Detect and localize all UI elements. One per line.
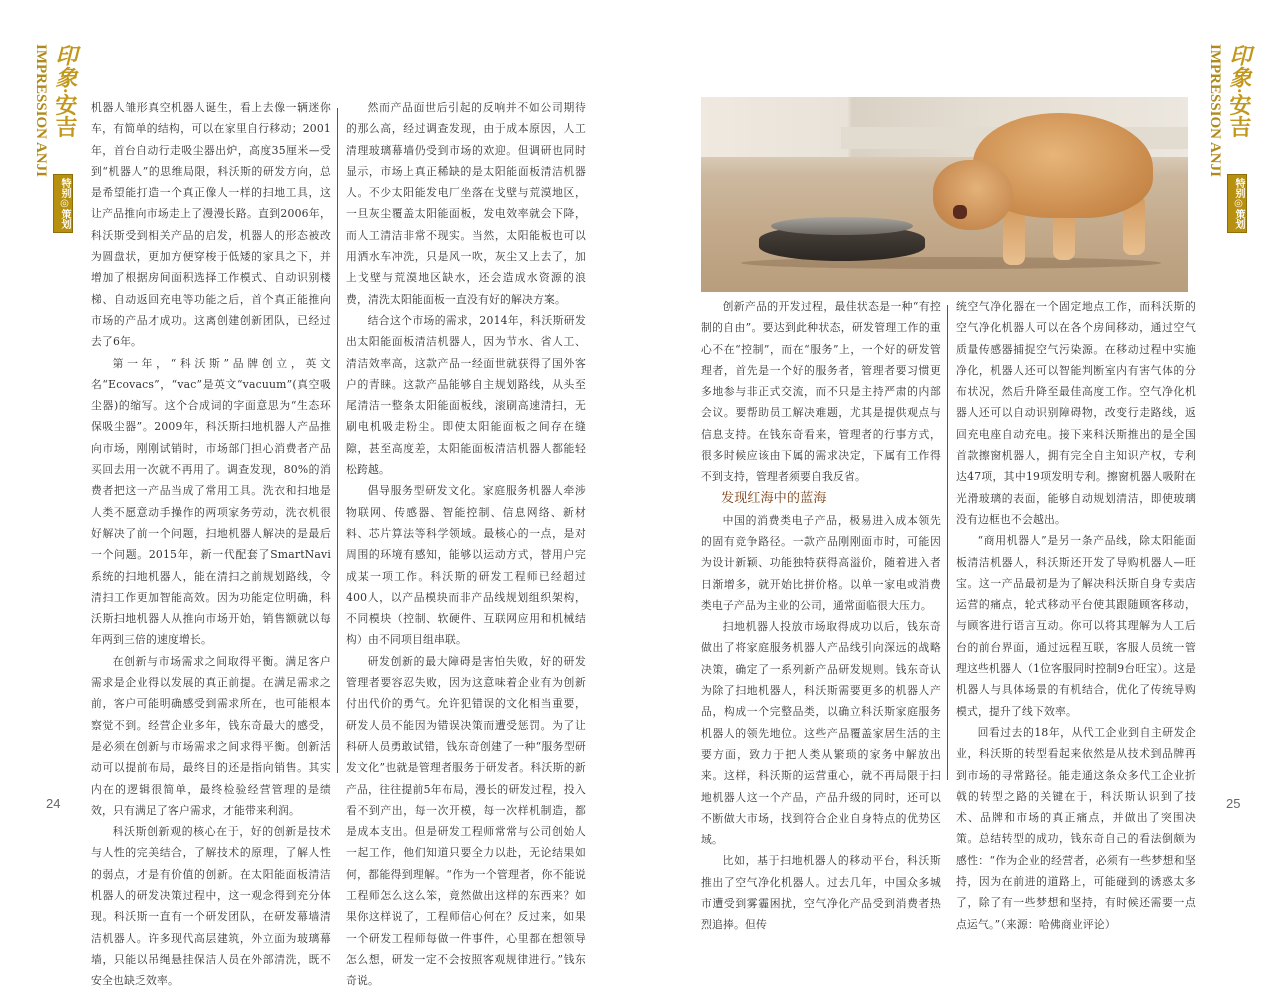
paragraph: 扫地机器人投放市场取得成功以后，钱东奇做出了将家庭服务机器人产品线引向深远的战略决策，确定了一系列新产品研发规则。钱东奇认为除了扫地机器人，科沃斯需要更多的机器人产品，构成一个完整品类，以确立科沃斯家庭服务机器人的领先地位。这些产品覆盖家居生活的主要方面，致力于把人类从繁琐的家务中解放出来。这样，科沃斯的运营重心，就不再局限于扫地机器人这一个产品，产品升级的同时，还可以不断做大市场，找到符合企业自身特点的优势区域。: [701, 620, 941, 847]
paragraph: 在创新与市场需求之间取得平衡。满足客户需求是企业得以发展的真正前提。在满足需求之前，客户可能明确感受到需求所在，也可能根本察觉不到。经营企业多年，钱东奇最大的感受，是必须在创新与市场需求之间求得平衡。创新活动可以提前布局，最终目的还是指向销售。其实内在的逻辑很简单，最终检验经营管理的是绩效，只有满足了客户需求，才能带来利润。: [91, 654, 331, 817]
masthead-name: 安吉: [1226, 93, 1252, 138]
column-divider: [947, 305, 948, 780]
paragraph: 回看过去的18年，从代工企业到自主研发企业，科沃斯的转型看起来依然是从技术到品牌再到市场的寻常路径。能走通这条众多代工企业折戟的转型之路的关键在于，科沃斯认识到了技术、品牌和市场的真正痛点，并做出了突围决策。总结转型的成功，钱东奇自己的看法倒颇为感性：“作为企业的经营者，必须有一些梦想和坚持，因为在前进的道路上，可能碰到的诱惑太多了，除了有一些梦想和坚持，有时候还需要一点点运气。”（来源：哈佛商业评论）: [956, 725, 1196, 931]
paragraph: 机器人雏形真空机器人诞生，看上去像一辆迷你车，有简单的结构，可以在家里自行移动；2001年，首台自动行走吸尘器出炉，高度35厘米—受到“机器人”的思维局限，科沃斯的研发方向，总是希望能打造一个真正像人一样的扫地工具，这让产品推向市场走上了漫漫长路。直到2006年，科沃斯受到相关产品的启发，机器人的形态被改为圆盘状，更加方便穿梭于低矮的家具之下，并增加了根据房间面积选择工作模式、自动识别楼梯、自动返回充电等功能之后，首个真正能推向市场的产品才成功。这离创建创新团队，已经过去了6年。: [91, 101, 331, 349]
paragraph: 科沃斯创新观的核心在于，好的创新是技术与人性的完美结合，了解技术的原理，了解人性的弱点，才是有价值的创新。在太阳能面板清洁机器人的研发决策过程中，这一观念得到充分体现。科沃斯一直有一个研发团队，在研发幕墙清洁机器人。许多现代高层建筑，外立面为玻璃幕墙，只能以吊绳悬挂保洁人员在外部清洗，既不安全也缺乏效率。: [91, 825, 331, 988]
masthead-dot: ·: [1230, 88, 1249, 94]
article-column-3: [701, 296, 941, 936]
special-feature-tag: 特别◎策划: [1227, 174, 1247, 233]
article-column-2: [346, 97, 586, 991]
masthead-chinese: [1224, 44, 1255, 138]
masthead-english: IMPRESSION ANJI: [33, 44, 49, 177]
puppy-robot-vacuum-photo: [701, 97, 1188, 292]
paragraph: 统空气净化器在一个固定地点工作，而科沃斯的空气净化机器人可以在各个房间移动，通过空气质量传感器捕捉空气污染源。在移动过程中实施净化，机器人还可以智能判断室内有害气体的分布状况，然后升降至最佳高度工作。空气净化机器人还可以自动识别障碍物，改变行走路线，返回充电座自动充电。接下来科沃斯推出的是全国首款擦窗机器人，拥有完全自主知识产权，专利达47项，其中19项发明专利。擦窗机器人吸附在光滑玻璃的表面，能够自动规划清洁，即使玻璃没有边框也不会越出。: [956, 300, 1196, 526]
paragraph: 结合这个市场的需求，2014年，科沃斯研发出太阳能面板清洁机器人，因为节水、省人工、清洁效率高，这款产品一经面世就获得了国外客户的青睐。这款产品能够自主规划路线，从头至尾清洁一整条太阳能面板线，滚刷高速清扫，无刷电机吸走粉尘。即使太阳能面板之间存在缝隙，甚至高度差，太阳能面板清洁机器人都能轻松跨越。: [346, 313, 586, 477]
masthead-left: [30, 44, 80, 244]
special-feature-tag: 特别◎策划: [53, 174, 73, 233]
paragraph: “商用机器人”是另一条产品线，除太阳能面板清洁机器人，科沃斯还开发了导购机器人—旺宝。这一产品最初是为了解决科沃斯自身专卖店运营的痛点，轮式移动平台使其跟随顾客移动，与顾客进行语言互动。你可以将其理解为人工后台的前台界面，通过远程互联，客服人员统一管理这些机器人（1位客服同时控制9台旺宝）。这是机器人与具体场景的有机结合，优化了传统导购模式，提升了线下效率。: [956, 534, 1196, 718]
masthead-name: 安吉: [52, 93, 78, 138]
masthead-chinese: [50, 44, 81, 138]
paragraph: 第一年，“科沃斯”品牌创立，英文名“Ecovacs”，“vac”是英文“vacuum”(真空吸尘器)的缩写。这个合成词的字面意思为“生态环保吸尘器”。2009年，科沃斯扫地机器人产品推向市场，刚刚试销时，市场部门担心消费者产品买回去用一次就不再用了。调查发现，80%的消费者把这一产品当成了常用工具。洗衣和扫地是人类不愿意动手操作的两项家务劳动，洗衣机很好解决了前一个问题，扫地机器人解决的是最后一个问题。2015年，新一代配套了SmartNavi系统的扫地机器人，能在清扫之前规划路线，令清扫工作更加智能高效。因为功能定位明确，科沃斯扫地机器人从推向市场开始，销售额就以每年两到三倍的速度增长。: [91, 356, 331, 647]
section-subheading: 发现红海中的蓝海: [721, 490, 827, 506]
paragraph: 研发创新的最大障碍是害怕失败，好的研发管理者要容忍失败，因为这意味着企业有为创新付出代价的勇气。允许犯错误的文化相当重要，研发人员不能因为错误决策而遭受惩罚。为了让科研人员勇敢试错，钱东奇创建了一种“服务型研发文化”也就是管理者服务于研发者。科沃斯的新产品，往往提前5年布局，漫长的研发过程，投入看不到产出，每一次开模，每一次样机制造，都是成本支出。但是研发工程师常常与公司创始人一起工作，他们知道只要全力以赴，无论结果如何，都能得到理解。“作为一个管理者，你不能说工程师怎么这么笨，竟然做出这样的东西来？如果你这样说了，工程师信心何在？反过来，如果一个研发工程师每做一件事件，心里都在想领导怎么想，研发一定不会按照客观规律进行。”钱东奇说。: [346, 654, 586, 988]
masthead-english: IMPRESSION ANJI: [1207, 44, 1223, 177]
masthead-dot: ·: [56, 88, 75, 94]
paragraph: 中国的消费类电子产品，极易进入成本领先的固有竞争路径。一款产品刚刚面市时，可能因为设计新颖、功能独特获得高溢价，随着进入者日渐增多，就开始比拼价格。以单一家电或消费类电子产品为主业的公司，通常面临很大压力。: [701, 513, 941, 612]
paragraph: 比如，基于扫地机器人的移动平台，科沃斯推出了空气净化机器人。过去几年，中国众多城市遭受到雾霾困扰，空气净化产品受到消费者热烈追捧。但传: [701, 854, 941, 932]
puppy-illustration: [933, 105, 1163, 270]
masthead-script: 印象: [1226, 44, 1252, 88]
column-divider: [337, 108, 338, 773]
article-column-4: [956, 296, 1196, 935]
page-number-right: 25: [1226, 796, 1241, 811]
paragraph: 创新产品的开发过程，最佳状态是一种“有控制的自由”。要达到此种状态，研发管理工作的重心不在“控制”，而在“服务”上，一个好的研发管理者，首先是一个好的服务者，管理者要习惯更多地参与非正式交流，而不只是主持严肃的内部会议。要帮助员工解决难题，尤其是提供观点与信息支持。在钱东奇看来，管理者的行事方式，很多时候应该由下属的需求决定，下属有工作得不到支持，管理者须要自我反省。: [701, 300, 941, 484]
paragraph: 然而产品面世后引起的反响并不如公司期待的那么高，经过调查发现，由于成本原因，人工清理玻璃幕墙仍受到市场的欢迎。但调研也同时显示，市场上真正稀缺的是太阳能面板清洁机器人。不少太阳能发电厂坐落在戈壁与荒漠地区，一旦灰尘覆盖太阳能面板，发电效率就会下降，而人工清洁非常不现实。当然，太阳能板也可以用洒水车冲洗，只是风一吹，灰尘又上去了，加上戈壁与荒漠地区缺水，还会造成水资源的浪费，清洗太阳能面板一直没有好的解决方案。: [346, 101, 586, 306]
masthead-script: 印象: [52, 44, 78, 88]
article-column-1: [91, 97, 331, 991]
paragraph: 倡导服务型研发文化。家庭服务机器人牵涉物联网、传感器、智能控制、信息网络、新材料、芯片算法等科学领域。最核心的一点，是对周围的环境有感知，能够以运动方式，替用户完成某一项工作。科沃斯的研发工程师已经超过400人，以产品模块而非产品线规划组织架构，不同模块（控制、软硬件、互联网应用和机械结构）由不同项目组串联。: [346, 484, 586, 647]
masthead-right: [1204, 44, 1254, 244]
page-number-left: 24: [46, 796, 61, 811]
robot-vacuum-illustration: [759, 215, 925, 265]
